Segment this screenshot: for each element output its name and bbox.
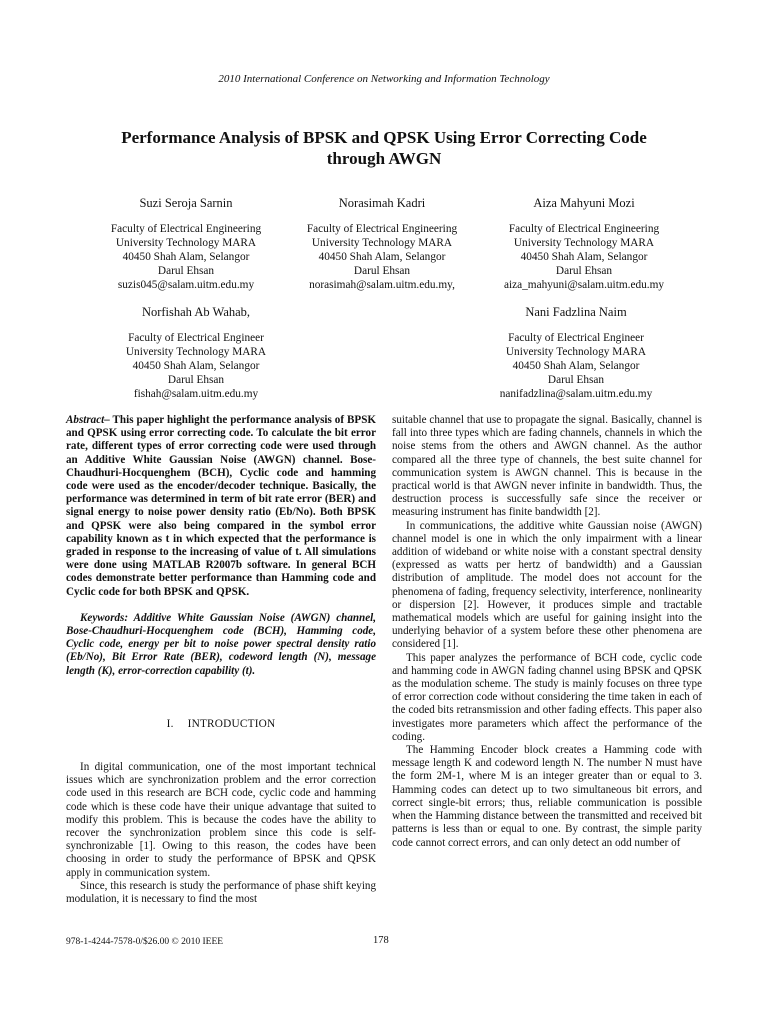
author-affiliation: Faculty of Electrical Engineer xyxy=(128,332,264,344)
keywords: Keywords: Additive White Gaussian Noise (AWGN) channel, Bose-Chaudhuri-Hocquenghem code (BCH), Hamming code, Cyclic code, energy per bit to noise power spectral density ratio (Eb/No), Bit Error Rate (BER), codeword length (N), message length (K), error-correction capability (t). xyxy=(66,611,376,677)
body-paragraph: Since, this research is study the performance of phase shift keying modulation, it is necessary to find the most xyxy=(66,879,376,906)
section-heading xyxy=(66,718,376,731)
author-affiliation: University Technology MARA xyxy=(115,237,257,249)
author-block-5 xyxy=(476,305,676,401)
author-block-3 xyxy=(484,196,684,292)
author-affiliation: Faculty of Electrical Engineering xyxy=(306,223,458,235)
section-title: INTRODUCTION xyxy=(187,717,276,730)
author-affiliation: Faculty of Electrical Engineering xyxy=(110,223,262,235)
author-name: Suzi Seroja Sarnin xyxy=(139,196,233,210)
author-address: Darul Ehsan xyxy=(157,265,215,277)
author-affiliation: University Technology MARA xyxy=(505,346,647,358)
author-address: Darul Ehsan xyxy=(167,374,225,386)
left-column xyxy=(66,414,376,906)
author-affiliation: University Technology MARA xyxy=(125,346,267,358)
body-paragraph: In communications, the additive white Gaussian noise (AWGN) channel model is one in which the only impairment with a linear addition of wideband or white noise with a constant spectral density (expressed as watts per hertz of bandwidth) and a Gaussian distribution of amplitude. The model does not account for the phenomena of fading, frequency selectivity, interference, nonlinearity or dispersion [2]. However, it produces simple and tractable mathematical models which are useful for gaining insight into the underlying behavior of a system before these other phenomena are considered [1]. xyxy=(392,519,702,651)
author-email: fishah@salam.uitm.edu.my xyxy=(133,388,259,400)
copyright-footer: 978-1-4244-7578-0/$26.00 © 2010 IEEE xyxy=(66,937,224,947)
title-line-1: Performance Analysis of BPSK and QPSK Using Error Correcting Code xyxy=(121,128,647,147)
author-email: aiza_mahyuni@salam.uitm.edu.my xyxy=(503,279,665,291)
author-block-4 xyxy=(96,305,296,401)
page-number: 178 xyxy=(373,935,389,946)
author-address: 40450 Shah Alam, Selangor xyxy=(132,360,260,372)
author-address: 40450 Shah Alam, Selangor xyxy=(122,251,250,263)
author-block-1 xyxy=(86,196,286,292)
author-name: Norfishah Ab Wahab, xyxy=(141,305,251,319)
author-email: norasimah@salam.uitm.edu.my, xyxy=(309,279,455,291)
author-address: Darul Ehsan xyxy=(547,374,605,386)
abstract-lead: Abstract– xyxy=(66,414,110,426)
author-name: Norasimah Kadri xyxy=(338,196,426,210)
paper-title xyxy=(100,127,668,169)
author-affiliation: University Technology MARA xyxy=(513,237,655,249)
author-affiliation: Faculty of Electrical Engineer xyxy=(508,332,644,344)
author-name: Aiza Mahyuni Mozi xyxy=(533,196,635,210)
author-email: suzis045@salam.uitm.edu.my xyxy=(117,279,255,291)
body-paragraph: This paper analyzes the performance of BCH code, cyclic code and hamming code in AWGN fading channel using BPSK and QPSK as the modulation scheme. The study is mainly focuses on three type of error correction code without considering the time taken in each of the coded bits retransmission and other fading effects. This paper also investigates more parameters which affect the performance of the coding. xyxy=(392,651,702,743)
title-line-2: through AWGN xyxy=(326,149,442,168)
author-address: 40450 Shah Alam, Selangor xyxy=(520,251,648,263)
author-name: Nani Fadzlina Naim xyxy=(525,305,627,319)
author-address: Darul Ehsan xyxy=(555,265,613,277)
section-number: I. xyxy=(166,717,174,730)
author-affiliation: Faculty of Electrical Engineering xyxy=(508,223,660,235)
author-block-2 xyxy=(282,196,482,292)
body-paragraph: The Hamming Encoder block creates a Hamming code with message length K and codeword length N. The number N must have the form 2M-1, where M is an integer greater than or equal to 3. Hamming codes can detect up to two simultaneous bit errors, and correct single-bit errors; thus, reliable communication is possible when the Hamming distance between the transmitted and received bit patterns is less than or equal to one. By contrast, the simple parity code cannot correct errors, and can only detect an odd number of xyxy=(392,744,702,849)
author-affiliation: University Technology MARA xyxy=(311,237,453,249)
conference-header: 2010 International Conference on Networking and Information Technology xyxy=(218,73,550,85)
abstract-text: This paper highlight the performance analysis of BPSK and QPSK using error correcting code. To calculate the bit error rate, different types of error correcting code were used through an Additive White Gaussian Noise (AWGN) channel. Bose- Chaudhuri-Hocquenghem (BCH), Cyclic code and hamming code were used as the encoder/decoder technique. Basically, the performance was determined in term of bit rate error (BER) and signal energy to noise power density ratio (Eb/No). Both BPSK and QPSK were also being compared in the symbol error capability known as t in which expected that the performance is graded in response to the increasing of value of t. All simulations were done using MATLAB R2007b software. In general BCH codes demonstrate better performance than Hamming code and Cyclic code for both BPSK and QPSK. xyxy=(66,414,376,598)
right-column xyxy=(392,414,702,850)
author-address: 40450 Shah Alam, Selangor xyxy=(512,360,640,372)
body-paragraph: In digital communication, one of the most important technical issues which are synchronization problem and the error correction code used in this research are BCH code, cyclic code and hamming code which is these code have their unique advantage that suited to modify this problem. This is because the codes have the ability to recover the synchronization problem since this code is self-synchronizable [1]. Owing to this reason, the codes have been choosing in order to study the performance of BPSK and QPSK apply in communication system. xyxy=(66,761,376,879)
author-email: nanifadzlina@salam.uitm.edu.my xyxy=(499,388,653,400)
author-address: Darul Ehsan xyxy=(353,265,411,277)
author-address: 40450 Shah Alam, Selangor xyxy=(318,251,446,263)
body-paragraph: suitable channel that use to propagate the signal. Basically, channel is fall into three types which are fading channels, channels in which the noise stems from the others and AWGN channel. As the author compared all the three type of channels, the best suite channel for communication system is AWGN channel. This is because in the practical world is that AWGN never infinite in bandwidth. Thus, the destruction process is successfully safe since the receiver or measuring instrument has finite bandwidth [2]. xyxy=(392,414,702,519)
abstract xyxy=(66,414,376,599)
